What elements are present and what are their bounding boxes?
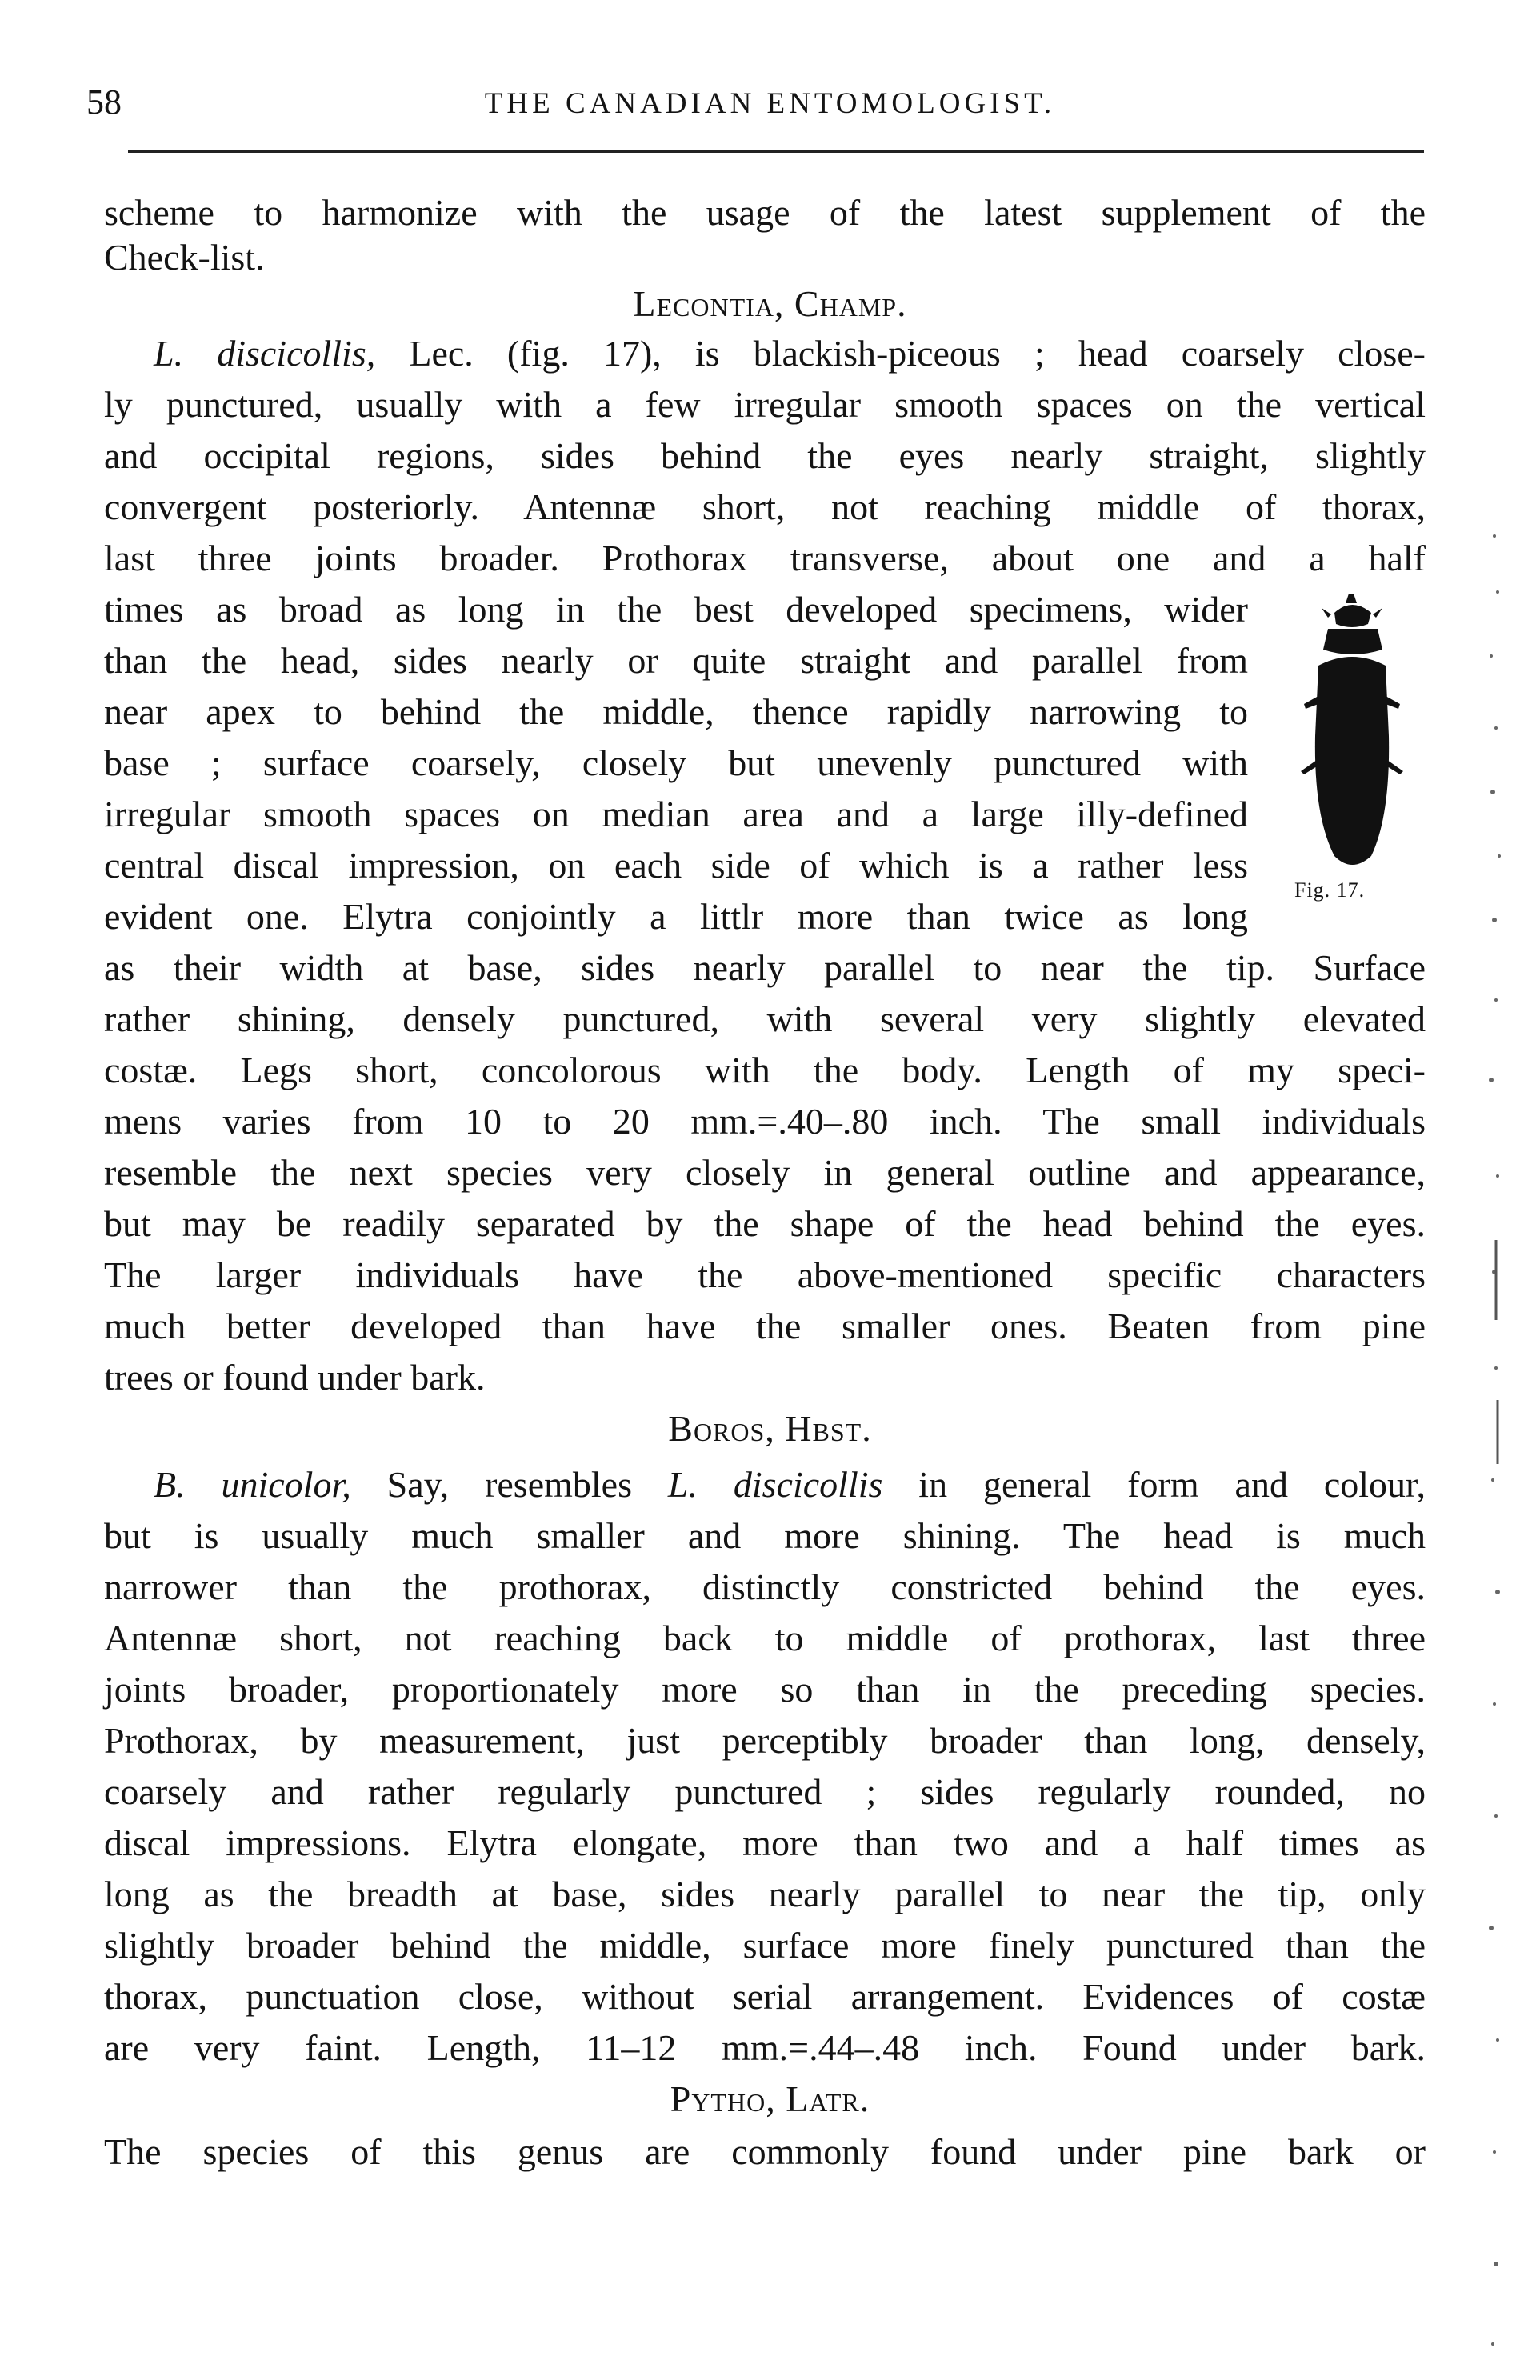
text-line: costæ. Legs short, concolorous with the body. Length of my speci-: [104, 1050, 1426, 1090]
text-line: mens varies from 10 to 20 mm.=.40–.80 inch. The small individuals: [104, 1101, 1426, 1142]
text-line: as their width at base, sides nearly parallel to near the tip. Surface: [104, 947, 1426, 988]
text-line: central discal impression, on each side of which is a rather less: [104, 845, 1248, 886]
text-line: base ; surface coarsely, closely but unevenly punctured with: [104, 742, 1248, 783]
text-line: joints broader, proportionately more so than in the preceding species.: [104, 1669, 1426, 1710]
text-line: slightly broader behind the middle, surface more finely punctured than the: [104, 1925, 1426, 1966]
header-rule: [128, 150, 1424, 153]
species-name: L. discicollis,: [154, 333, 376, 374]
text-line: much better developed than have the smaller ones. Beaten from pine: [104, 1306, 1426, 1346]
text-line: are very faint. Length, 11–12 mm.=.44–.48 inch. Found under bark.: [104, 2027, 1426, 2068]
text-line: resemble the next species very closely in general outline and appearance,: [104, 1152, 1426, 1193]
text-line: but is usually much smaller and more shining. The head is much: [104, 1515, 1426, 1556]
text-line: convergent posteriorly. Antennæ short, not reaching middle of thorax,: [104, 486, 1426, 527]
text-line: discal impressions. Elytra elongate, more than two and a half times as: [104, 1822, 1426, 1863]
text-line: The species of this genus are commonly found under pine bark or: [104, 2131, 1426, 2172]
text-line: long as the breadth at base, sides nearly parallel to near the tip, only: [104, 1874, 1426, 1914]
text-line: [154, 1461, 1426, 1509]
beetle-silhouette-icon: [1272, 592, 1432, 880]
text-fragment: Say, resembles: [350, 1464, 668, 1505]
text-fragment: in general form and colour,: [882, 1464, 1426, 1505]
text-line: Check-list.: [104, 237, 265, 278]
text-line: irregular smooth spaces on median area and a large illy-defined: [104, 794, 1248, 834]
text-line: ly punctured, usually with a few irregular smooth spaces on the vertical: [104, 384, 1426, 425]
page-number: 58: [86, 82, 122, 122]
genus-heading-boros: Boros, Hbst.: [668, 1408, 872, 1449]
text-line: but may be readily separated by the shape of the head behind the eyes.: [104, 1203, 1426, 1244]
text-line: times as broad as long in the best developed specimens, wider: [104, 589, 1248, 630]
text-line: Prothorax, by measurement, just perceptibly broader than long, densely,: [104, 1720, 1426, 1761]
species-name: L. discicollis: [667, 1464, 883, 1505]
text-line: [154, 330, 1426, 378]
text-line: narrower than the prothorax, distinctly constricted behind the eyes.: [104, 1566, 1426, 1607]
text-line: and occipital regions, sides behind the eyes nearly straight, slightly: [104, 435, 1426, 476]
text-fragment: Lec. (fig. 17), is blackish-piceous ; head coarsely close-: [375, 333, 1426, 374]
text-line: thorax, punctuation close, without serial arrangement. Evidences of costæ: [104, 1976, 1426, 2017]
text-line: trees or found under bark.: [104, 1357, 486, 1398]
text-line: near apex to behind the middle, thence rapidly narrowing to: [104, 691, 1248, 732]
text-line: scheme to harmonize with the usage of the latest supplement of the: [104, 192, 1426, 233]
species-name: B. unicolor,: [154, 1464, 351, 1505]
figure-caption: Fig. 17.: [1294, 878, 1366, 902]
scan-edge-noise: [1480, 520, 1512, 2376]
running-title: THE CANADIAN ENTOMOLOGIST.: [484, 87, 1056, 120]
text-line: than the head, sides nearly or quite straight and parallel from: [104, 640, 1248, 681]
text-line: rather shining, densely punctured, with several very slightly elevated: [104, 998, 1426, 1039]
genus-heading-lecontia: Lecontia, Champ.: [633, 283, 907, 324]
text-line: last three joints broader. Prothorax transverse, about one and a half: [104, 538, 1426, 578]
figure-17: [1272, 592, 1432, 896]
genus-heading-pytho: Pytho, Latr.: [670, 2078, 870, 2119]
text-line: Antennæ short, not reaching back to middle of prothorax, last three: [104, 1618, 1426, 1658]
running-header: [0, 82, 1540, 130]
text-line: evident one. Elytra conjointly a littlr more than twice as long: [104, 896, 1248, 937]
text-line: coarsely and rather regularly punctured ; sides regularly rounded, no: [104, 1771, 1426, 1812]
text-line: The larger individuals have the above-mentioned specific characters: [104, 1254, 1426, 1295]
